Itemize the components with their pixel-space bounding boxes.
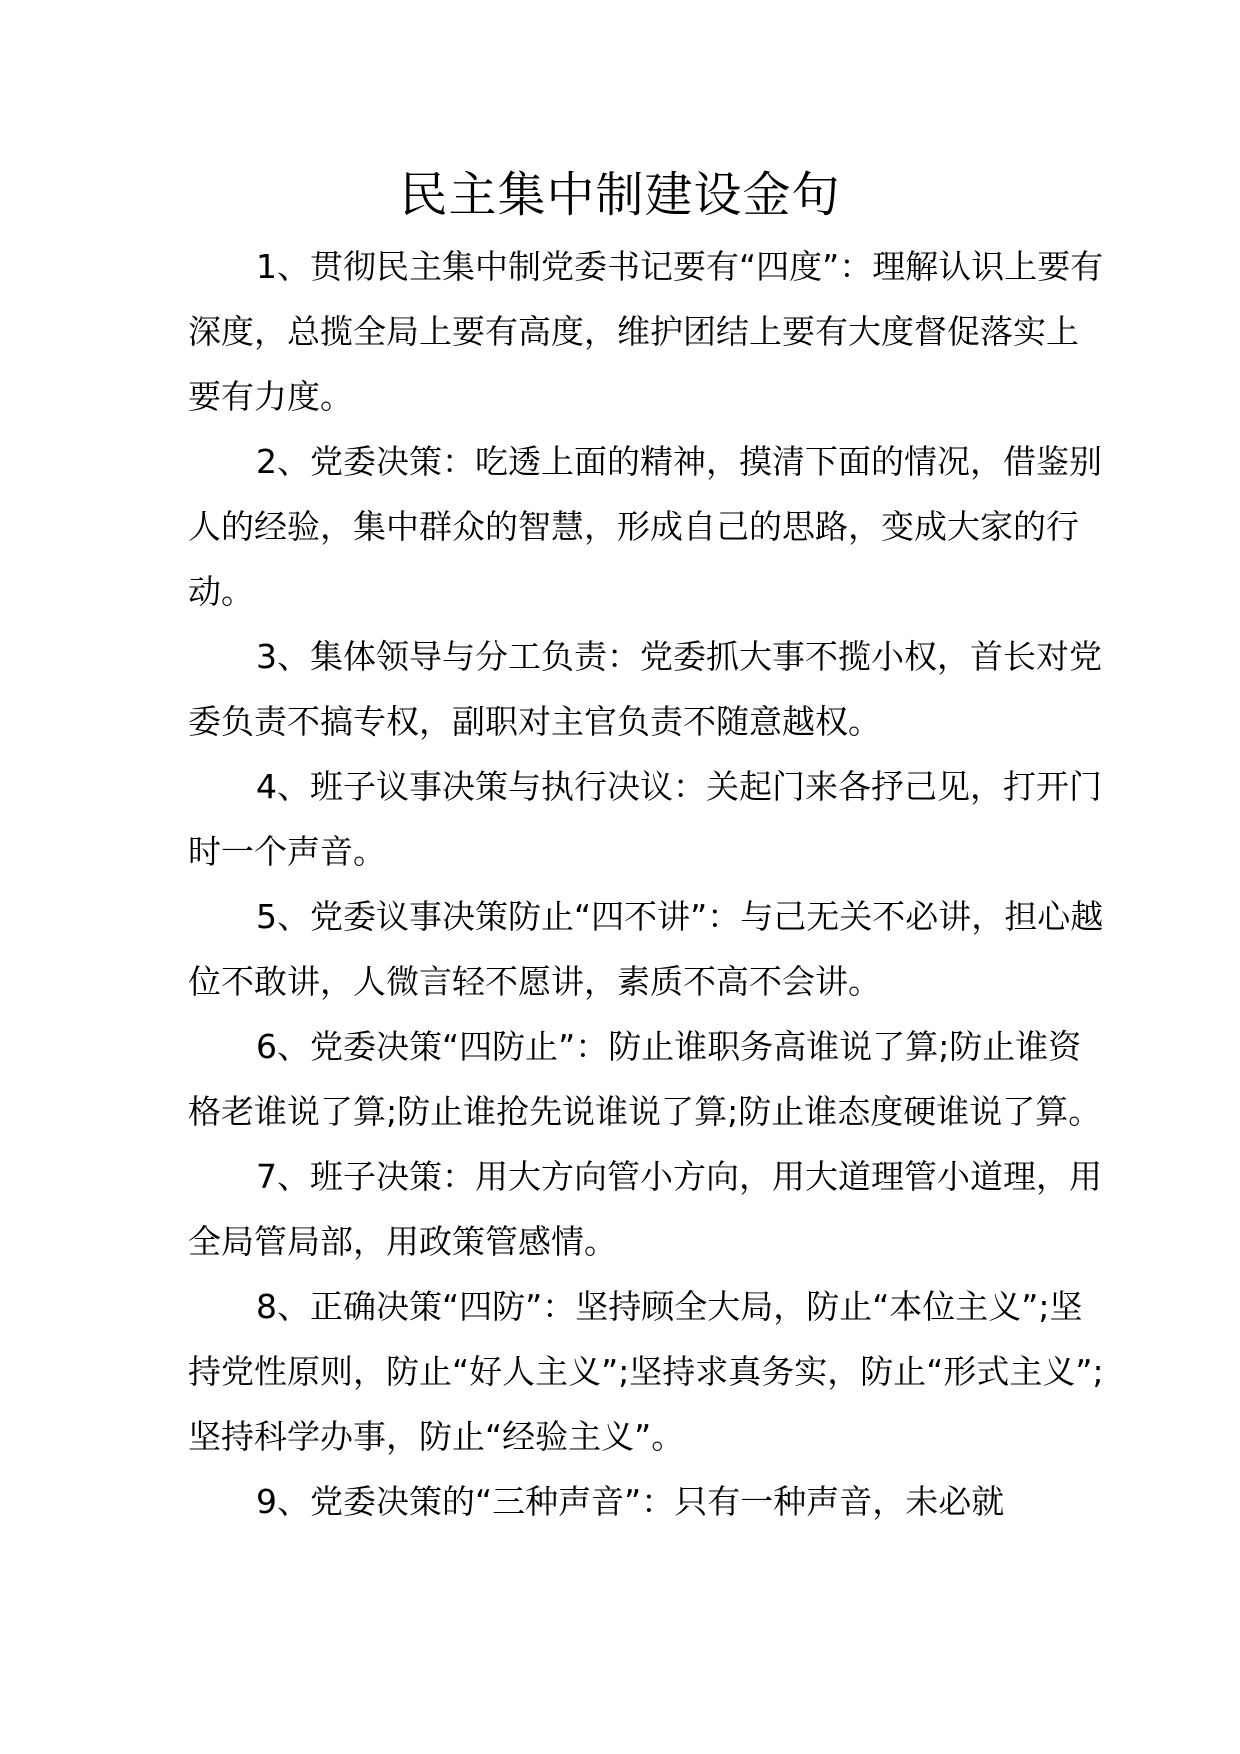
- paragraph-5: 5、党委议事决策防止“四不讲”：与己无关不必讲，担心越位不敢讲，人微言轻不愿讲，素质不高不会讲。: [188, 897, 1104, 1001]
- paragraph-6: 6、党委决策“四防止”：防止谁职务高谁说了算;防止谁资格老谁说了算;防止谁抢先说谁说了算;防止谁态度硬谁说了算。: [188, 1027, 1102, 1131]
- document-body: [188, 234, 1108, 1534]
- paragraph-9: 9、党委决策的“三种声音”：只有一种声音，未必就: [256, 1482, 1005, 1521]
- paragraph-4: 4、班子议事决策与执行决议：关起门来各抒己见，打开门时一个声音。: [188, 767, 1102, 871]
- paragraph-2: 2、党委决策：吃透上面的精神，摸清下面的情况，借鉴别人的经验，集中群众的智慧，形成自己的思路，变成大家的行动。: [188, 442, 1102, 611]
- document-title: 民主集中制建设金句: [399, 167, 841, 223]
- paragraph-1: 1、贯彻民主集中制党委书记要有“四度”：理解认识上要有深度，总揽全局上要有高度，维护团结上要有大度督促落实上要有力度。: [188, 247, 1104, 416]
- paragraph-8: 8、正确决策“四防”：坚持顾全大局，防止“本位主义”;坚持党性原则，防止“好人主义”;坚持求真务实，防止“形式主义”;坚持科学办事，防止“经验主义”。: [188, 1287, 1104, 1456]
- paragraph-7: 7、班子决策：用大方向管小方向，用大道理管小道理，用全局管局部，用政策管感情。: [188, 1157, 1102, 1261]
- paragraph-3: 3、集体领导与分工负责：党委抓大事不揽小权，首长对党委负责不搞专权，副职对主官负责不随意越权。: [188, 637, 1102, 741]
